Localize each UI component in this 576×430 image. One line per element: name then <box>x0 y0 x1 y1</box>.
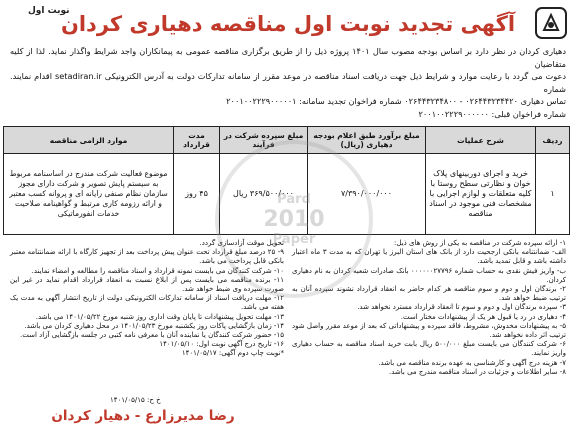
condition-item: ۱۳- مهلت تحویل پیشنهادات تا پایان وقت اداری روز شنبه مورخ ۱۴۰۱/۰۵/۲۲ می باشد. <box>35 312 284 321</box>
condition-item: ۱۴- زمان بازگشایی پاکات روز یکشنبه مورخ ۱۴۰۱/۰۵/۲۳ در محل دهیاری کردان می باشد. <box>24 321 284 330</box>
condition-item: ۱۶- تاریخ درج آگهی نوبت اول: ۱۴۰۱/۰۵/۱۰ <box>159 340 284 349</box>
intro-line: شماره فراخوان قبلی: ۲۰۰۱۰۰۲۲۲۹۰۰۰۰۰۰ <box>418 108 566 119</box>
round-tag: نوبت اول <box>28 6 70 16</box>
tender-table <box>3 126 570 235</box>
condition-item: ۱- ارائه سپرده شرکت در مناقصه به یکی از روش های ذیل: <box>394 239 566 247</box>
table-row <box>4 154 570 235</box>
table-header-row <box>4 127 570 154</box>
notice-title: آگهی تجدید نوبت اول مناقصه دهیاری کردان <box>60 12 516 36</box>
header-estimate: مبلغ برآورد طبق اعلام بودجه دهیاری (ریال) <box>308 127 426 154</box>
header-requirements: موارد الزامی مناقصه <box>4 127 174 154</box>
header-duration: مدت قرارداد <box>174 127 220 154</box>
dehyari-logo-icon <box>534 6 568 40</box>
condition-item: ۹- ۲۵ درصد مبلغ قرارداد تحت عنوان پیش پرداخت بعد از تجهیز کارگاه با ارائه ضمانتنامه معتبر بانکی قابل پرداخت می باشد. <box>10 248 284 266</box>
header-description: شرح عملیات <box>426 127 536 154</box>
condition-item: ۱۰- شرکت کنندگان می بایست نمونه قرارداد و اسناد مناقصه را مطالعه و امضاء نمایند. <box>31 266 284 275</box>
watermark-text: Pard <box>277 191 311 207</box>
conditions-left-column <box>6 239 288 377</box>
cell-requirements: موضوع فعالیت شرکت مندرج در اساسنامه مربوط به سیستم پایش تصویر و شرکت دارای مجوز سازمان نظام صنفی رایانه ای و پروانه کسب معتبر و ارائه رزومه کاری مرتبط و گواهینامه صلاحیت خدمات انفورماتیکی <box>4 154 174 235</box>
intro-line: تماس دهیاری ۰۲۶۴۴۳۲۳۴۴۲۰ - ۰۲۶۴۴۳۲۳۴۸۰۰ شماره فراخوان تجدید سامانه: ۲۰۰۱۰۰۲۲۲۹۰۰۰۰۰۱ <box>226 96 566 106</box>
condition-item: ۵- به پیشنهادات مخدوش، مشروط، فاقد سپرده و پیشنهاداتی که بعد از موعد مقرر واصل شود ترتیب اثر داده نخواهد شد. <box>292 321 566 340</box>
print-date: خ ح: ۱۴۰۱/۰۵/۱۵ <box>110 396 161 404</box>
condition-item: ۱۵- حضور شرکت کنندگان یا نماینده آنان با معرفی نامه کتبی در جلسه بازگشایی آزاد است. <box>20 331 284 340</box>
cell-duration: ۴۵ روز <box>174 154 220 235</box>
condition-item: ۸- سایر اطلاعات و جزئیات در اسناد مناقصه مندرج می باشد. <box>389 367 566 376</box>
condition-item: ۲- برندگان اول و دوم و سوم مناقصه هر کدام حاضر به انعقاد قرارداد نشوند سپرده آنان به ترتیب ضبط خواهد شد. <box>292 285 566 303</box>
cell-description: خرید و اجرای دوربینهای پلاک خوان و نظارتی سطح روستا با کلیه متعلقات و لوازم اجرایی با مشخصات فنی موجود در اسناد مناقصه <box>426 154 536 235</box>
condition-item: ۱۱- برنده مناقصه می بایست پس از ابلاغ نسبت به انعقاد قرارداد اقدام نماید در غیر این صورت سپرده وی ضبط خواهد شد. <box>10 275 284 294</box>
condition-item: تحویل موقت آزادسازی گردد. <box>199 239 284 247</box>
conditions-right-column <box>288 239 570 377</box>
condition-item: الف- ضمانتنامه بانکی ارجحیت دارد از بانک های استان البرز یا تهران که به مدت ۳ ماه اعتبار داشته باشد و قابل تمدید باشد. <box>292 248 566 266</box>
condition-item: *نوبت چاپ دوم آگهی: ۱۴۰۱/۰۵/۱۷ <box>181 349 284 358</box>
conditions-section <box>6 239 570 377</box>
signature-line: رضا مدیرزارع - دهیار کردان <box>51 408 235 424</box>
header-row-no: ردیف <box>536 127 570 154</box>
header-deposit: مبلغ سپرده شرکت در فرآیند <box>220 127 308 154</box>
condition-item: ۱۲- مهلت دریافت اسناد از سامانه تدارکات الکترونیکی دولت از تاریخ انتشار آگهی به مدت یک هفته می باشد. <box>10 294 284 312</box>
intro-paragraph <box>6 45 570 120</box>
condition-item: ب- واریز فیش نقدی به حساب شماره ۰۰۰۰۰۰۲۷۷۹۶ بانک صادرات شعبه کردان به نام دهیاری کردان. <box>292 266 567 284</box>
cell-row-no: ۱ <box>536 154 570 235</box>
condition-item: ۳- سپرده برندگان اول و دوم و سوم تا انعقاد قرارداد مسترد نخواهد شد. <box>357 303 566 312</box>
condition-item: ۴- دهیاری در رد یا قبول هر یک از پیشنهادات مختار است. <box>400 312 566 321</box>
condition-item: ۷- هزینه درج آگهی و کارشناسی به عهده برنده مناقصه می باشد. <box>378 358 566 367</box>
watermark-year: 2010 <box>263 206 325 232</box>
intro-line: دهیاری کردان در نظر دارد بر اساس بودجه مصوب سال ۱۴۰۱ پروژه ذیل را از طریق برگزاری مناقصه عمومی به پیمانکاران واجد شرایط واگذار نماید. لذا از کلیه متقاضیان <box>10 46 566 69</box>
intro-line: دعوت می گردد با رعایت موارد و شرایط ذیل جهت دریافت اسناد مناقصه در موعد مقرر از سامانه تدارکات دولت به آدرس الکترونیکی setadiran.ir اقدام نمایند. شماره <box>10 71 566 94</box>
watermark-text: Paper <box>272 231 316 247</box>
cell-estimate: ۷/۳۹۰/۰۰۰/۰۰۰ <box>308 154 426 235</box>
cell-deposit: ۳۶۹/۵۰۰/۰۰۰ ریال <box>220 154 308 235</box>
notice-header <box>6 4 570 44</box>
condition-item: ۶- شرکت کنندگان می بایست مبلغ ۵۰۰/۰۰۰ ریال بابت خرید اسناد مناقصه به حساب دهیاری واریز نمایند. <box>292 340 566 358</box>
